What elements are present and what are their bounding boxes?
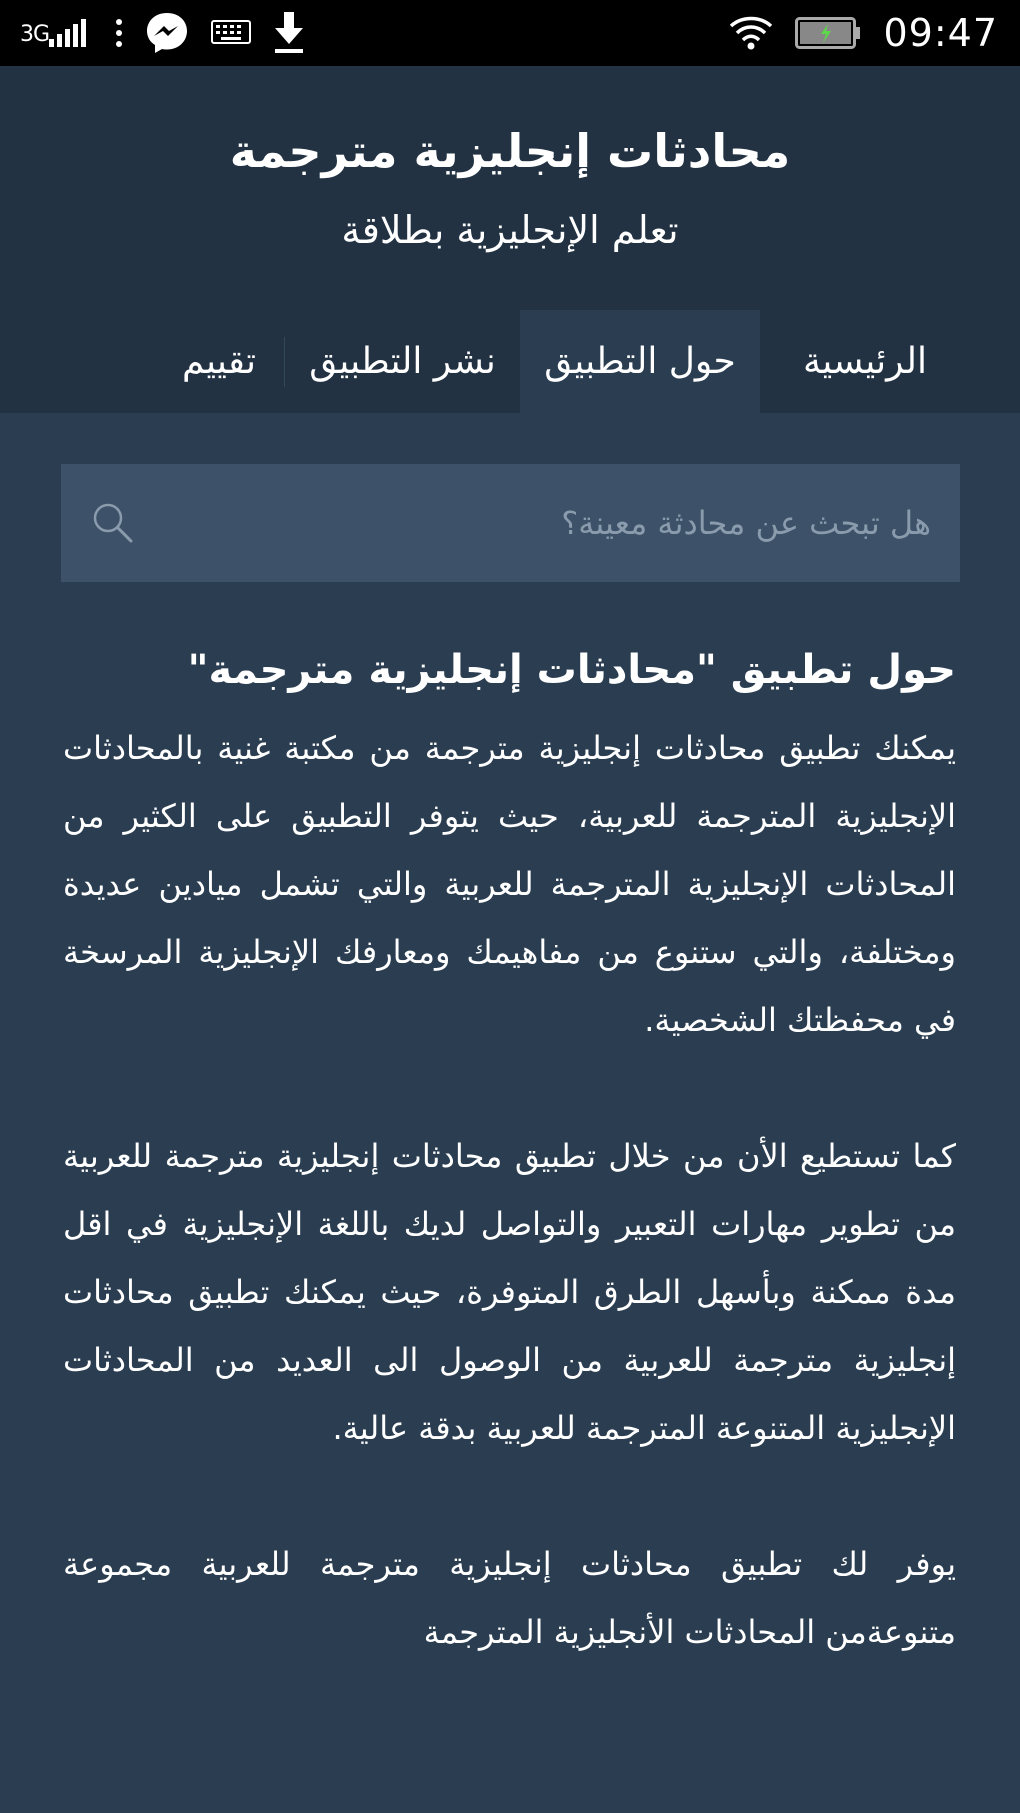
network-indicator <box>20 19 93 47</box>
article-paragraph-1: يمكنك تطبيق محادثات إنجليزية مترجمة من مكتبة غنية بالمحادثات الإنجليزية المترجمة للعربية، حيث يتوفر التطبيق على الكثير من المحادثات الإنجليزية المترجمة للعربية والتي تشمل ميادين عديدة ومختلفة، والتي ستنوع من مفاهيمك ومعارفك الإنجليزية المرسخة في محفظتك الشخصية. <box>63 729 956 1039</box>
keyboard-icon <box>211 20 251 46</box>
status-bar-right <box>729 0 998 66</box>
tab-about[interactable]: حول التطبيق <box>520 310 760 413</box>
article-paragraph-3: يوفر لك تطبيق محادثات إنجليزية مترجمة للعربية مجموعة متنوعةمن المحادثات الأنجليزية المترجمة <box>63 1545 956 1651</box>
download-icon <box>273 12 305 54</box>
tab-rate[interactable]: تقييم <box>182 341 256 382</box>
tab-home[interactable]: الرئيسية <box>803 341 927 382</box>
search-input[interactable] <box>171 464 931 582</box>
search-box <box>61 464 960 582</box>
app-subtitle: تعلم الإنجليزية بطلاقة <box>341 208 679 252</box>
status-bar <box>0 0 1020 66</box>
messenger-icon <box>145 11 189 55</box>
app-header <box>0 66 1020 413</box>
nav-tabs <box>154 310 970 413</box>
more-vert-icon <box>115 18 123 48</box>
app-title: محادثات إنجليزية مترجمة <box>229 124 791 178</box>
network-type: 3G <box>20 22 50 47</box>
status-bar-left <box>20 0 305 66</box>
battery-charging-icon <box>795 17 861 49</box>
signal-icon <box>49 19 93 47</box>
article-paragraph-2: كما تستطيع الأن من خلال تطبيق محادثات إنجليزية مترجمة للعربية من تطوير مهارات التعبير والتواصل لديك باللغة الإنجليزية في اقل مدة ممكنة وبأسهل الطرق المتوفرة، حيث يمكنك تطبيق محادثات إنجليزية مترجمة للعربية من الوصول الى العديد من المحادثات الإنجليزية المتنوعة المترجمة للعربية بدقة عالية. <box>63 1137 956 1447</box>
wifi-icon <box>729 16 773 50</box>
article-title: حول تطبيق "محادثات إنجليزية مترجمة" <box>187 647 956 693</box>
search-icon[interactable] <box>91 501 135 545</box>
tab-share-app[interactable]: نشر التطبيق <box>309 341 496 382</box>
article <box>63 640 956 1734</box>
status-clock: 09:47 <box>883 11 998 55</box>
